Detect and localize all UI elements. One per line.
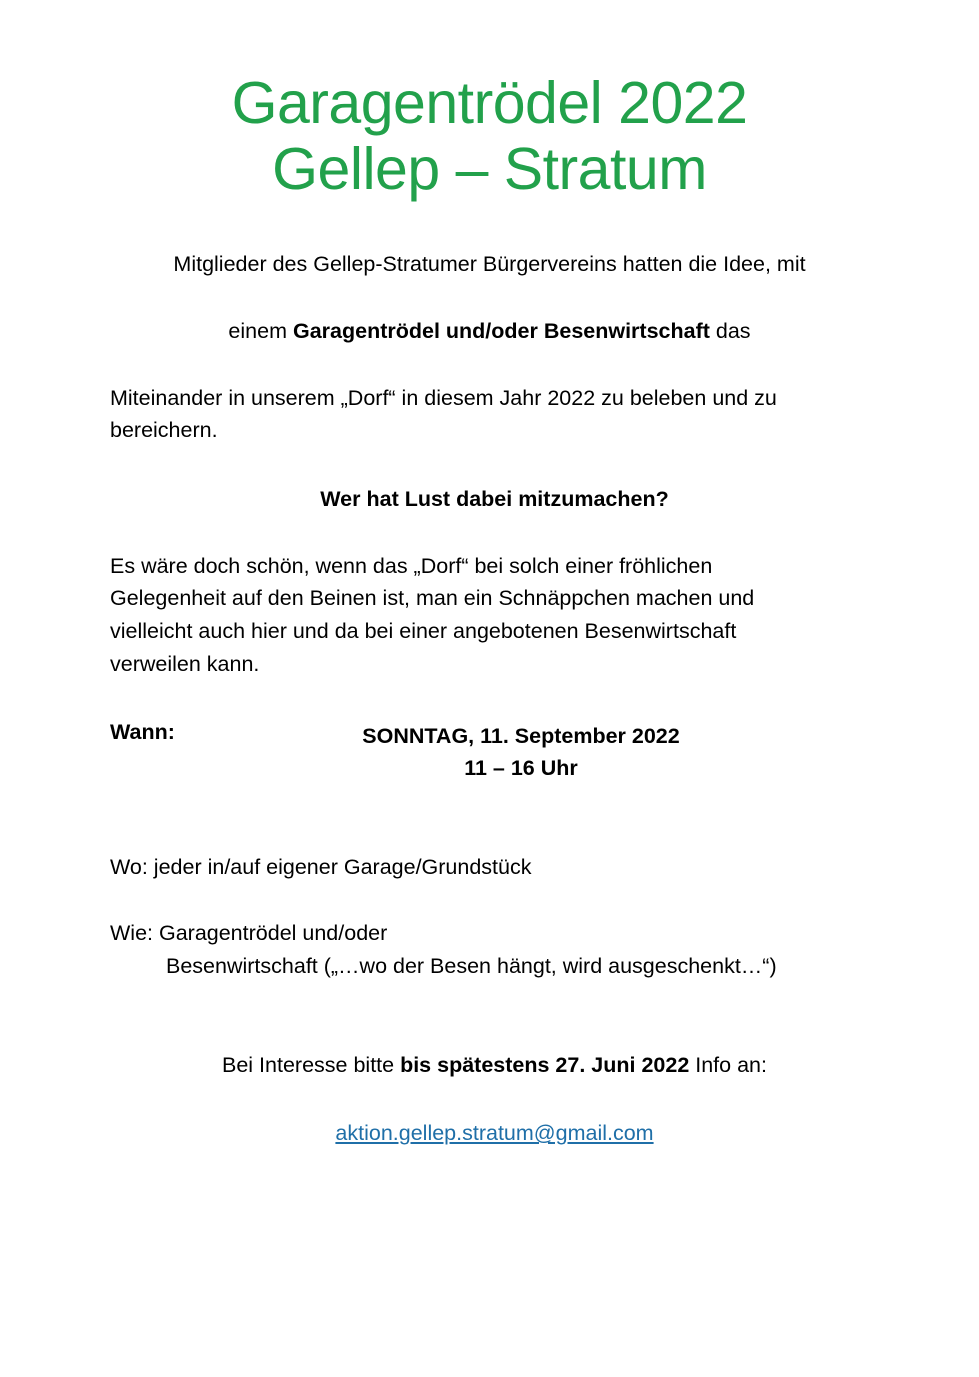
when-values (306, 720, 736, 785)
contact-deadline: bis spätestens 27. Juni 2022 (400, 1052, 690, 1077)
when-time: 11 – 16 Uhr (464, 756, 578, 781)
title-line-2: Gellep – Stratum (272, 136, 707, 203)
email-line (110, 1117, 869, 1150)
intro2-bold: Garagentrödel und/oder Besenwirtschaft (292, 318, 710, 343)
page-title (110, 70, 869, 202)
how-line-1: Wie: Garagentrödel und/oder (110, 921, 388, 946)
how-line-2: Besenwirtschaft („…wo der Besen hängt, wird ausgeschenkt…“) (166, 954, 777, 979)
when-date: SONNTAG, 11. September 2022 (362, 724, 680, 749)
body-paragraph: Es wäre doch schön, wenn das „Dorf“ bei solch einer fröhlichen Gelegenheit auf den Beinen ist, man ein Schnäppchen machen und vielleicht auch hier und da bei einer angebotenen Besenwirtschaft verweilen kann. (110, 553, 755, 676)
intro-paragraph-1: Mitglieder des Gellep-Stratumer Bürgervereins hatten die Idee, mit (173, 252, 806, 277)
contact-paragraph (110, 1049, 869, 1082)
when-row (110, 720, 869, 785)
intro2-prefix: einem (228, 318, 293, 343)
title-heading (110, 70, 869, 202)
intro-paragraph-3: Miteinander in unserem „Dorf“ in diesem Jahr 2022 zu beleben und zu bereichern. (110, 385, 777, 443)
spacer-after-when (110, 789, 869, 851)
intro2-suffix: das (709, 318, 751, 343)
email-link[interactable]: aktion.gellep.stratum@gmail.com (335, 1121, 654, 1146)
question-paragraph: Wer hat Lust dabei mitzumachen? (320, 486, 669, 511)
spacer-before-contact (110, 983, 869, 1049)
contact-prefix: Bei Interesse bitte (222, 1052, 401, 1077)
intro-paragraph-2 (110, 315, 869, 348)
where-paragraph: Wo: jeder in/auf eigener Garage/Grundstück (110, 854, 532, 879)
title-line-1: Garagentrödel 2022 (231, 70, 748, 136)
how-paragraph (110, 917, 869, 982)
when-label: Wann: (110, 720, 175, 745)
contact-suffix: Info an: (689, 1052, 767, 1077)
